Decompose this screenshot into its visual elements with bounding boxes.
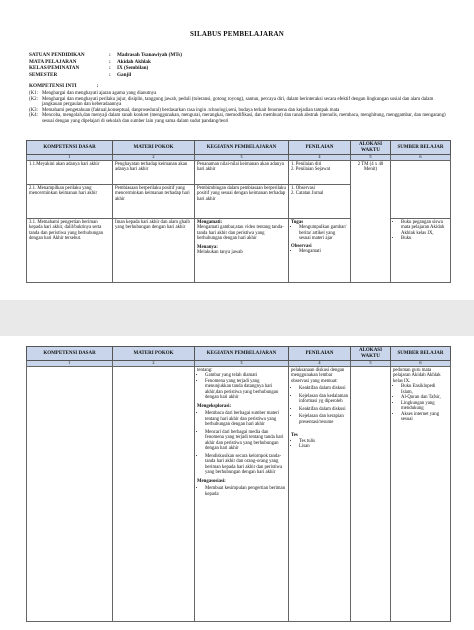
kegiatan-text: Melakukan tanya jawab [197,250,243,256]
meta-row [29,59,182,66]
header-alokasi: ALOKASI WAKTU [351,141,391,155]
sumber-cell [391,366,451,621]
kd-cell-empty [27,366,113,621]
list-item: • Kejelasan dan kerapian presentasi/resume [299,414,348,425]
penilaian-text: pelaksanaan diskusi dengan menggunakan lembar observasi yang memuat: [291,367,345,384]
list-item: • Keaktifan dalam diskusi [299,386,348,392]
identity-block [29,52,182,78]
header-row [27,347,451,361]
penilaian-cell [289,218,351,282]
sumber-cell-empty [391,160,451,218]
col-number: 1 [27,361,113,367]
col-number: 3 [195,361,289,367]
list-item: • Buku Ensiklopedi Islam, [401,384,448,395]
meta-colon: : [109,58,111,65]
kegiatan-cell [195,366,289,621]
header-materi-pokok: MATERI POKOK [113,347,195,361]
tes-list [291,439,348,450]
list-item: • Tes tulis [299,439,348,445]
page-gap [0,300,474,336]
kegiatan-heading: Menanya: [197,244,218,250]
ki-code: (K3: [29,107,38,113]
eksplorasi-list [197,411,286,476]
header-sumber: SUMBER BELAJAR [391,347,451,361]
penilaian-cell [289,366,351,621]
document-title: SILABUS PEMBELAJARAN [189,30,285,38]
col-number: 4 [289,361,351,367]
materi-cell: Iman kepada hari akhir dan alam ghaib yang berhubungan dengan hari akhir [113,218,195,282]
asosiasi-list [197,486,286,497]
header-kompetensi-dasar: KOMPETENSI DASAR [27,347,113,361]
materi-cell: Penghayatan terhadap keimanan akan adanya hari akhir [113,160,195,184]
header-penilaian: PENILAIAN [289,347,351,361]
ki-label: KOMPETENSI INTI [29,83,77,89]
kegiatan-cell [195,218,289,282]
list-item: • Lingkungan yang mendukung [401,401,448,412]
col-number: 5 [351,361,391,367]
col-number: 1 [27,155,113,161]
kegiatan-text: tentang: [197,367,213,373]
penilaian-cell [289,184,351,218]
ki-heading [29,83,98,89]
kegiatan-cell: Pembimbingan dalam pembiasaan berperilaku positif yang sesuai dengan keimanan terhadap hari akhir [195,184,289,218]
syllabus-table-1 [26,140,451,283]
kd-cell: 1.1.Meyakini akan adanya hari akhir [27,160,113,184]
meta-row [29,65,182,72]
eksplorasi-heading: Mengeksplorasi: [197,403,232,409]
list-item: • Membaca dari berbagai sumber materi tentang hari akhir dan peristiwa yang berhubungan dengan hari akhir [205,411,286,428]
meta-colon: : [109,71,111,78]
col-number: 5 [351,155,391,161]
observasi-heading: Observasi [291,243,312,249]
sumber-text: pedoman guru mata pelajaran Akidah Akhlak kelas IX. [393,367,441,384]
list-item: • Kejelasan dan kedalaman informasi yg diperoleh [299,394,348,405]
kegiatan-text: Mengamati gambar,atau video tentang tanda-tanda hari akhir dan peristiwa yang berhubungan dengan hari akhir [197,225,284,242]
list-item: • Buku pegangan siswa mata pelajaran Akidah Akhlak kelas IX, [401,220,448,237]
syllabus-table-2 [26,346,451,622]
page-1 [0,0,474,300]
tugas-list [291,225,348,242]
list-item: • Fenomena yang terjadi yang menunjukkan tanda datangnya hari akhir,dan peristiwa yang berhubungan dengan hari akhir [205,379,286,401]
ki-text: Menghargai dan menghayati perilaku jujur, disiplin, tanggung jawab, peduli (toleransi, gotong royong), santun, percaya diri, dalam berinteraksi secara efektif dengan lingkungan sosial dan alam dalam jangkauan pergaulan dan keberadaannya [42,96,434,108]
penilaian-item: 1. Observasi [291,185,315,191]
list-item: • Mengumpulkan gambar/ berita/ artikel yang sesuai materi ajar [299,225,348,242]
meta-value: Madrasah Tsanawiyah (MTs) [117,52,182,58]
materi-cell-empty [113,366,195,621]
asosiasi-heading: Mengasosiasi: [197,478,226,484]
observasi-list [291,249,348,255]
list-item: • Keaktifan dalam diskusi [299,407,348,413]
col-number: 6 [391,155,451,161]
list-item: • Mendiskusikan secara kelompok tanda-tanda hari akhir dan orang-orang yang beriman kepada hari akhir dan peristiwa yang berhubungan dengan hari akhir [205,454,286,476]
ki-item [29,97,449,108]
header-penilaian: PENILAIAN [289,141,351,155]
col-number: 4 [289,155,351,161]
list-item: • Mengamati [299,249,348,255]
header-kegiatan: KEGIATAN PEMBELAJARAN [195,347,289,361]
kegiatan-cell: Penanaman nilai-nilai keimanan akan adanya hari akhir [195,160,289,184]
meta-key: SEMESTER [29,71,58,78]
penilaian-item: 1. Penilaian diri [291,161,322,167]
col-number: 3 [195,155,289,161]
kegiatan-list [197,373,286,401]
list-item: • Gambar yang telah diamati [205,373,286,379]
sumber-cell [391,218,451,282]
header-alokasi: ALOKASI WAKTU [351,347,391,361]
meta-key: MATA PELAJARAN [29,58,77,65]
alokasi-cell [351,160,391,282]
kd-cell: 2.1. Menampilkan perilaku yang mencerminkan keimanan hari akhir [27,184,113,218]
meta-row [29,72,182,79]
list-item: • Buku [401,236,448,242]
kegiatan-heading: Mengamati: [197,219,223,225]
meta-value: Akidah Akhlak [117,58,151,65]
meta-value: Ganjil [117,71,132,78]
header-kompetensi-dasar: KOMPETENSI DASAR [27,141,113,155]
ki-code: (K4: [29,113,38,119]
table-row [27,160,451,184]
list-item: • Lisan [299,444,348,450]
list-item: • Al-Quran dan Tafsir, [401,395,448,401]
col-number: 6 [391,361,451,367]
kd-cell: 3.1. Memahami pengertian beriman kepada hari akhir, dalil/buktinya serta tanda dan peristiwa yang berhubungan dengan hari Akhir tersebut. [27,218,113,282]
penilaian-list [291,386,348,425]
penilaian-item: 2. Penilaian Sejawat [291,167,331,173]
meta-colon: : [109,52,111,58]
page-2 [0,336,474,630]
alokasi-cell-empty [351,366,391,621]
col-number: 2 [113,155,195,161]
table-row [27,366,451,621]
ki-colon: : [96,83,99,89]
header-row [27,141,451,155]
header-kegiatan: KEGIATAN PEMBELAJARAN [195,141,289,155]
list-item: • Membuat kesimpulan pengertian beriman kepada [205,486,286,497]
penilaian-cell [289,160,351,184]
meta-value: IX (Sembilan) [117,65,149,72]
meta-row [29,52,182,59]
materi-cell: Pembiasaan berperilaku positif yang mencerminkan keimanan terhadap hari akhir [113,184,195,218]
tugas-heading: Tugas [291,219,304,225]
list-item: • Akses internet yang sesuai [401,412,448,423]
ki-text: Mencoba, mengolah,dan menyaji dalam ranah konkret (menggunakan, mengurai, merangkai, memodifikasi, dan membuat) dan ranah abstrak (menulis, membaca, menghitung, menggambar, dan mengarang) sesuai dengan yang dipelajari di sekolah dan sumber lain yang sama dalam sudut pandang/teori [42,113,446,124]
header-sumber: SUMBER BELAJAR [391,141,451,155]
meta-key: SATUAN PENDIDIKAN [29,52,85,58]
col-number: 2 [113,361,195,367]
sumber-list [393,384,448,423]
list-item: • Mencari dari berbagai media dan fenomena yang terjadi tentang tanda hari akhir dan peristiwa yang berhubungan dengan hari akhir [205,430,286,452]
meta-colon: : [109,65,111,72]
ki-code: (K1: [29,91,38,96]
alokasi-text: 2 TM (4 x 40 Menit) [357,161,384,173]
tes-heading: Tes [291,433,298,439]
ki-text: Memahami pengetahuan (faktual,konseptual, danprosedural) berdasarkan rasa ingin .tchnologi,seni, budaya terkait fenomena dan kejadian tampak mata [42,107,340,113]
header-materi-pokok: MATERI POKOK [113,141,195,155]
sumber-list [393,220,448,242]
penilaian-item: 2. Catatan Jurnal [291,191,324,197]
ki-code: (K2: [29,96,38,102]
ki-list [29,91,449,125]
meta-key: KELAS/PEMINATAN [29,65,80,72]
ki-item [29,113,449,124]
ki-text: Menghargai dan menghayati ajaran agama yang dianutnya [42,91,157,96]
